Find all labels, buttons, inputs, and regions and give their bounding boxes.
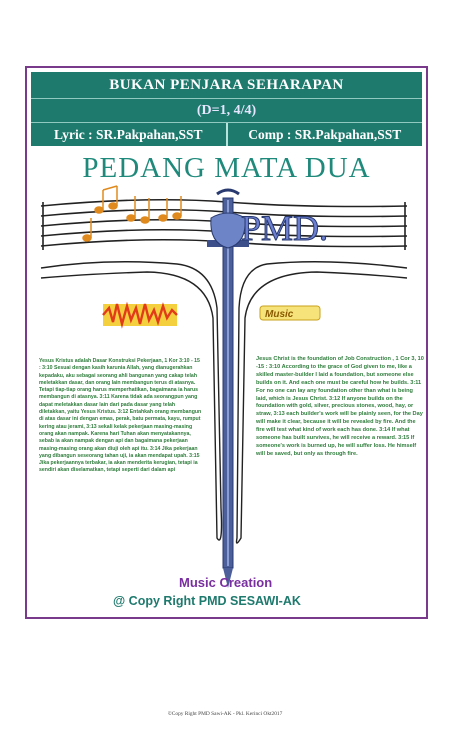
music-creation-label: Music Creation [179, 575, 273, 590]
footer-note: ©Copy Right PMD Sawi-AK - Pkl. Kerinci Okt2017 [167, 711, 283, 717]
copyright-label: @ Copy Right PMD SESAWI-AK [113, 594, 301, 608]
composer-credit: Comp : SR.Pakpahan,SST [248, 127, 402, 142]
verse-indonesian: Yesus Kristus adalah Dasar Konstruksi Pekerjaan, 1 Kor 3:10 - 15 : 3:10 Sesuai dengan kasih karunia Allah, yang dianugerahkan kepadaku, aku sebagai seorang ahli bangunan yang cakap telah meletakkan dasar, dan orang lain membangun terus di atasnya. Tetapi tiap-tiap orang harus memperhatikan, bagaimana ia harus membangun di atasnya. 3:11 Karena tidak ada seorangpun yang dapat meletakkan dasar lain dari pada dasar yang telah diletakkan, yaitu Yesus Kristus. 3:12 Entahkah orang membangun di atas dasar ini dengan emas, perak, batu permata, kayu, rumput kering atau jerami, 3:13 sekali kelak pekerjaan masing-masing orang akan nampak. Karena hari Tuhan akan menyatakannya, sebab ia akan nampak dengan api dan bagaimana pekerjaan masing-masing orang akan diuji oleh api itu. 3:14 Jika pekerjaan yang dibangun seseorang tahan uji, ia akan mendapat upah. 3:15 Jika pekerjaannya terbakar, ia akan menderita kerugian, tetapi ia sendiri akan diselamatkan, tetapi seperti dari dalam api [39, 358, 202, 474]
pmd-logo: PMD. [241, 208, 329, 248]
music-notes-icon [83, 186, 181, 241]
equalizer-icon [103, 304, 177, 326]
main-title: PEDANG MATA DUA [82, 152, 371, 184]
cover-artwork [27, 68, 426, 617]
key-signature: (D=1, 4/4) [31, 98, 422, 122]
music-badge: Music [265, 309, 294, 320]
verse-english: Jesus Christ is the foundation of Job Construction , 1 Cor 3, 10 -15 : 3:10 According to the grace of God given to me, like a skilled master-builder I laid a foundation, but someone else builds on it. And each one must be careful how he builds. 3:11 For no one can lay any foundation other than what is being laid, which is Jesus Christ. 3:12 If anyone builds on the foundation with gold, silver, precious stones, wood, hay, or straw, 3:13 each builder's work will be plainly seen, for the Day will make it clear, because it will be revealed by fire. And the fire will test what kind of work each has done. 3:14 If what someone has built survives, he will receive a reward. 3:15 If someone's work is burned up, he will suffer loss. He himself will be saved, but only as through fire. [256, 356, 424, 457]
cover-frame [25, 66, 428, 619]
song-title: BUKAN PENJARA SEHARAPAN [31, 72, 422, 98]
sword-icon [207, 190, 249, 588]
lyric-credit: Lyric : SR.Pakpahan,SST [53, 127, 203, 142]
